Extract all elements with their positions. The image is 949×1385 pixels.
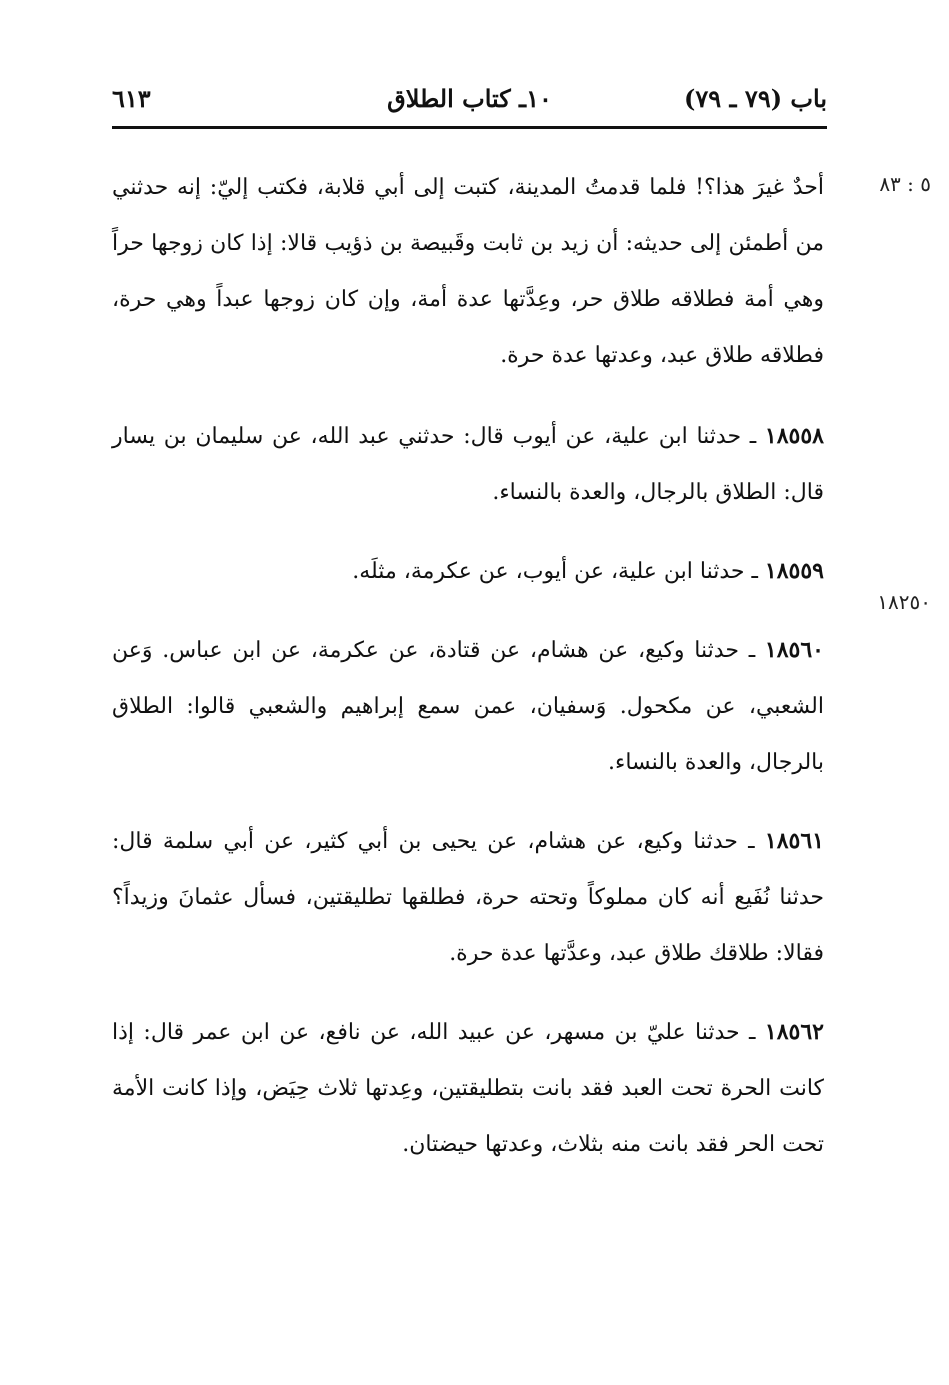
hadith-number: ١٨٥٥٨ [764,423,824,449]
hadith-number: ١٨٥٥٩ [764,558,824,584]
paragraph [112,1004,824,1173]
section-title: باب (٧٩ ـ ٧٩) [684,84,827,113]
chapter-title: ١٠ـ كتاب الطلاق [387,84,552,113]
margin-reference: ٥ : ٨٣ [879,172,931,196]
paragraph [112,408,824,521]
paragraph [112,622,824,791]
hadith-number: ١٨٥٦٠ [764,637,824,663]
paragraph-text: ـ حدثنا عليّ بن مسهر، عن عبيد الله، عن نافع، عن ابن عمر قال: إذا كانت الحرة تحت العبد فقد بانت بتطليقتين، وعِدتها ثلاث حِيَض، وإذا كانت الأمة تحت الحر فقد بانت منه بثلاث، وعدتها حيضتان. [112,1020,824,1157]
paragraph-text: ـ حدثنا ابن علية، عن أيوب، عن عكرمة، مثلَه. [352,559,765,584]
running-header [112,84,827,120]
body-text [112,160,824,1195]
paragraph-text: ـ حدثنا ابن علية، عن أيوب قال: حدثني عبد الله، عن سليمان بن يسار قال: الطلاق بالرجال، والعدة بالنساء. [112,424,824,505]
header-rule [112,126,827,129]
hadith-number: ١٨٥٦٢ [764,1019,824,1045]
paragraph [112,813,824,982]
paragraph-text: أحدٌ غيرَ هذا؟! فلما قدمتُ المدينة، كتبت إلى أبي قلابة، فكتب إليّ: إنه حدثني من أطمئن إلى حديثه: أن زيد بن ثابت وقَبيصة بن ذؤيب قالا: إذا كان زوجها حراً وهي أمة فطلاقه طلاق حر، وعِدَّتها عدة أمة، وإن كان زوجها عبداً وهي حرة، فطلاقه طلاق عبد، وعدتها عدة حرة. [112,175,824,368]
hadith-number: ١٨٥٦١ [764,828,824,854]
paragraph-text: ـ حدثنا وكيع، عن هشام، عن قتادة، عن عكرمة، عن ابن عباس. وَعن الشعبي، عن مكحول. وَسفيان، عمن سمع إبراهيم والشعبي قالوا: الطلاق بالرجال، والعدة بالنساء. [112,638,824,775]
paragraph-text: ـ حدثنا وكيع، عن هشام، عن يحيى بن أبي كثير، عن أبي سلمة قال: حدثنا نُفَيع أنه كان مملوكاً وتحته حرة، فطلقها تطليقتين، فسأل عثمانَ وزيداً؟ فقالا: طلاقك طلاق عبد، وعدَّتها عدة حرة. [112,829,824,966]
margin-reference: ١٨٢٥٠ [877,590,931,614]
page-number: ٦١٣ [112,84,151,113]
paragraph [112,160,824,384]
paragraph [112,543,824,600]
